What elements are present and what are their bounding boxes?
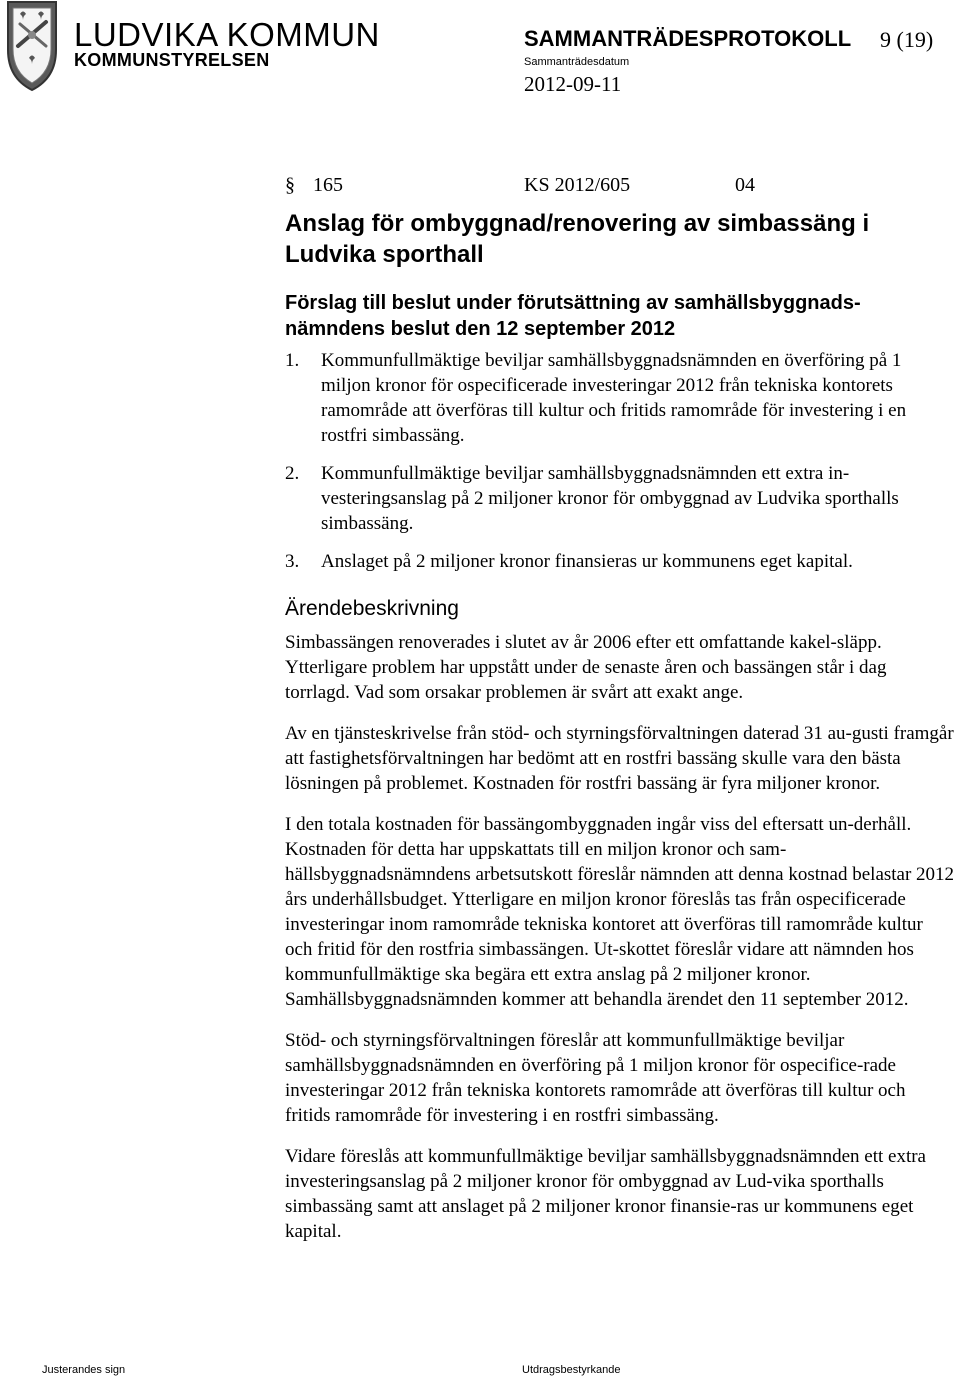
footer-signature-label: Justerandes sign	[42, 1364, 126, 1376]
ludvika-coat-of-arms-icon	[0, 0, 64, 92]
case-number: KS 2012/605	[524, 174, 631, 196]
section-symbol: §	[285, 174, 295, 196]
list-item-number: 1.	[285, 350, 300, 371]
list-item	[285, 549, 955, 574]
meeting-date-label: Sammanträdesdatum	[524, 56, 630, 68]
document-title: SAMMANTRÄDESPROTOKOLL	[524, 26, 852, 51]
list-item	[285, 348, 955, 448]
proposal-heading: Förslag till beslut under förutsättning av samhällsbyggnads-nämndens beslut den 12 september 2012	[285, 292, 861, 340]
organization-department: KOMMUNSTYRELSEN	[74, 50, 270, 70]
organization-name: LUDVIKA KOMMUN	[74, 16, 380, 53]
description-heading: Ärendebeskrivning	[285, 597, 459, 620]
list-item-number: 3.	[285, 551, 300, 572]
list-item-text: Anslaget på 2 miljoner kronor finansieras ur kommunens eget kapital.	[321, 551, 853, 572]
filing-code: 04	[735, 174, 755, 196]
page-number: 9 (19)	[880, 27, 934, 52]
list-item-number: 2.	[285, 463, 300, 484]
description-paragraph: Simbassängen renoverades i slutet av år 2006 efter ett omfattande kakel-släpp. Ytterligare problem har uppstått under de senaste åren och bassängen står i dag torrlagd. Vad som orsakar problemen är svårt att exakt ange.	[285, 632, 887, 703]
footer-extract-label: Utdragsbestyrkande	[522, 1364, 621, 1376]
description-paragraph: Vidare föreslås att kommunfullmäktige beviljar samhällsbyggnadsnämnden ett extra investeringsanslag på 2 miljoner kronor för ombyggnad av Lud-vika sporthalls simbassäng samt att anslaget på 2 miljoner kronor finansie-ras ur kommunens eget kapital.	[285, 1146, 926, 1242]
paragraph-number: 165	[313, 174, 343, 196]
proposal-list	[285, 348, 955, 574]
meeting-date: 2012-09-11	[524, 72, 622, 96]
list-item-text: Kommunfullmäktige beviljar samhällsbyggnadsnämnden ett extra in-vesteringsanslag på 2 miljoner kronor för ombyggnad av Ludvika sporthalls simbassäng.	[321, 463, 899, 534]
description-paragraph: Av en tjänsteskrivelse från stöd- och styrningsförvaltningen daterad 31 au-gusti framgår att fastighetsförvaltningen har bedömt att en rostfri bassäng skulle vara den bästa lösningen på problemet. Kostnaden för rostfri bassäng är fyra miljoner kronor.	[285, 723, 954, 794]
description-paragraph: Stöd- och styrningsförvaltningen föreslår att kommunfullmäktige beviljar samhällsbyggnadsnämnden en överföring på 1 miljon kronor för ospecifice-rade investeringar 2012 från tekniska kontorets ramområde att överföras till kultur och fritids ramområde för investering i en rostfri simbassäng.	[285, 1030, 906, 1126]
description-paragraph: I den totala kostnaden för bassängombyggnaden ingår viss del eftersatt un-derhåll. Kostnaden för detta har uppskattats till en miljon kronor och sam-hällsbyggnadsnämndens arbetsutskott föreslår nämnden att denna kostnad belastar 2012 års underhållsbudget. Ytterligare en miljon kronor föreslås tas från ospecificerade investeringar inom ramområde tekniska kontoret att överföras till ramområde kultur och fritid för den rostfria simbassängen. Ut-skottet föreslår vidare att nämnden hos kommunfullmäktige ska begära ett extra anslag på 2 miljoner kronor. Samhällsbyggnadsnämnden kommer att behandla ärendet den 11 september 2012.	[285, 814, 955, 1010]
list-item-text: Kommunfullmäktige beviljar samhällsbyggnadsnämnden en överföring på 1 miljon kronor för ospecificerade investeringar 2012 från tekniska kontorets ramområde att överföras till kultur och fritids ramområde för investering i en rostfri simbassäng.	[321, 350, 907, 446]
matter-title: Anslag för ombyggnad/renovering av simbassäng i Ludvika sporthall	[285, 210, 870, 268]
list-item	[285, 461, 955, 536]
paragraph-reference	[285, 172, 955, 198]
protocol-body	[285, 172, 955, 1260]
